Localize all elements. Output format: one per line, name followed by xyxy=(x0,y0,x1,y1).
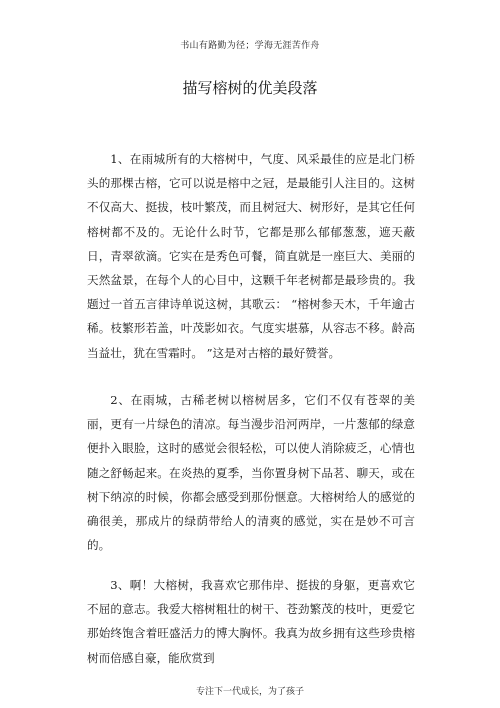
paragraph-3: 3、啊！大榕树，我喜欢它那伟岸、挺拔的身躯，更喜欢它不屈的意志。我爱大榕树粗壮的树干、苍劲繁茂的枝叶，更爱它那始终饱含着旺盛活力的博大胸怀。我真为故乡拥有这些珍贵榕树而倍感自豪，能欣赏到 xyxy=(87,578,415,665)
document-title: 描写榕树的优美段落 xyxy=(182,79,318,97)
paragraph-1: 1、在雨城所有的大榕树中，气度、风采最佳的应是北门桥头的那棵古榕，它可以说是榕中之冠，是最能引人注目的。这树不仅高大、挺拔，枝叶繁茂，而且树冠大、树形好，是其它任何榕树都不及的。无论什么时节，它都是那么郁郁葱葱，遮天蔽日，青翠欲滴。它实在是秀色可餐，简直就是一座巨大、美丽的天然盆景，在每个人的心目中，这颗千年老树都是最珍贵的。我题过一首五言律诗单说这树，其歌云： “榕树参天木，千年逾古稀。枝繁形若盖，叶茂影如衣。气度实堪慕，从容志不移。龄高当益壮，犹在雪霜时。 ”这是对古榕的最好赞誉。 xyxy=(87,152,415,360)
paragraph-2: 2、在雨城，古稀老树以榕树居多，它们不仅有苍翠的美丽，更有一片绿色的清凉。每当漫步沿河两岸，一片葱郁的绿意便扑入眼脸，这时的感觉会很轻松，可以使人消除疲乏，心情也随之舒畅起来。在炎热的夏季，当你置身树下品茗、聊天，或在树下纳凉的时候，你都会感受到那份惬意。大榕树给人的感觉的确很美，那成片的绿荫带给人的清爽的感觉，实在是妙不可言的。 xyxy=(87,393,415,553)
page-footer: 专注下一代成长，为了孩子 xyxy=(195,687,304,697)
page-header: 书山有路勤为径；学海无涯苦作舟 xyxy=(180,41,320,51)
